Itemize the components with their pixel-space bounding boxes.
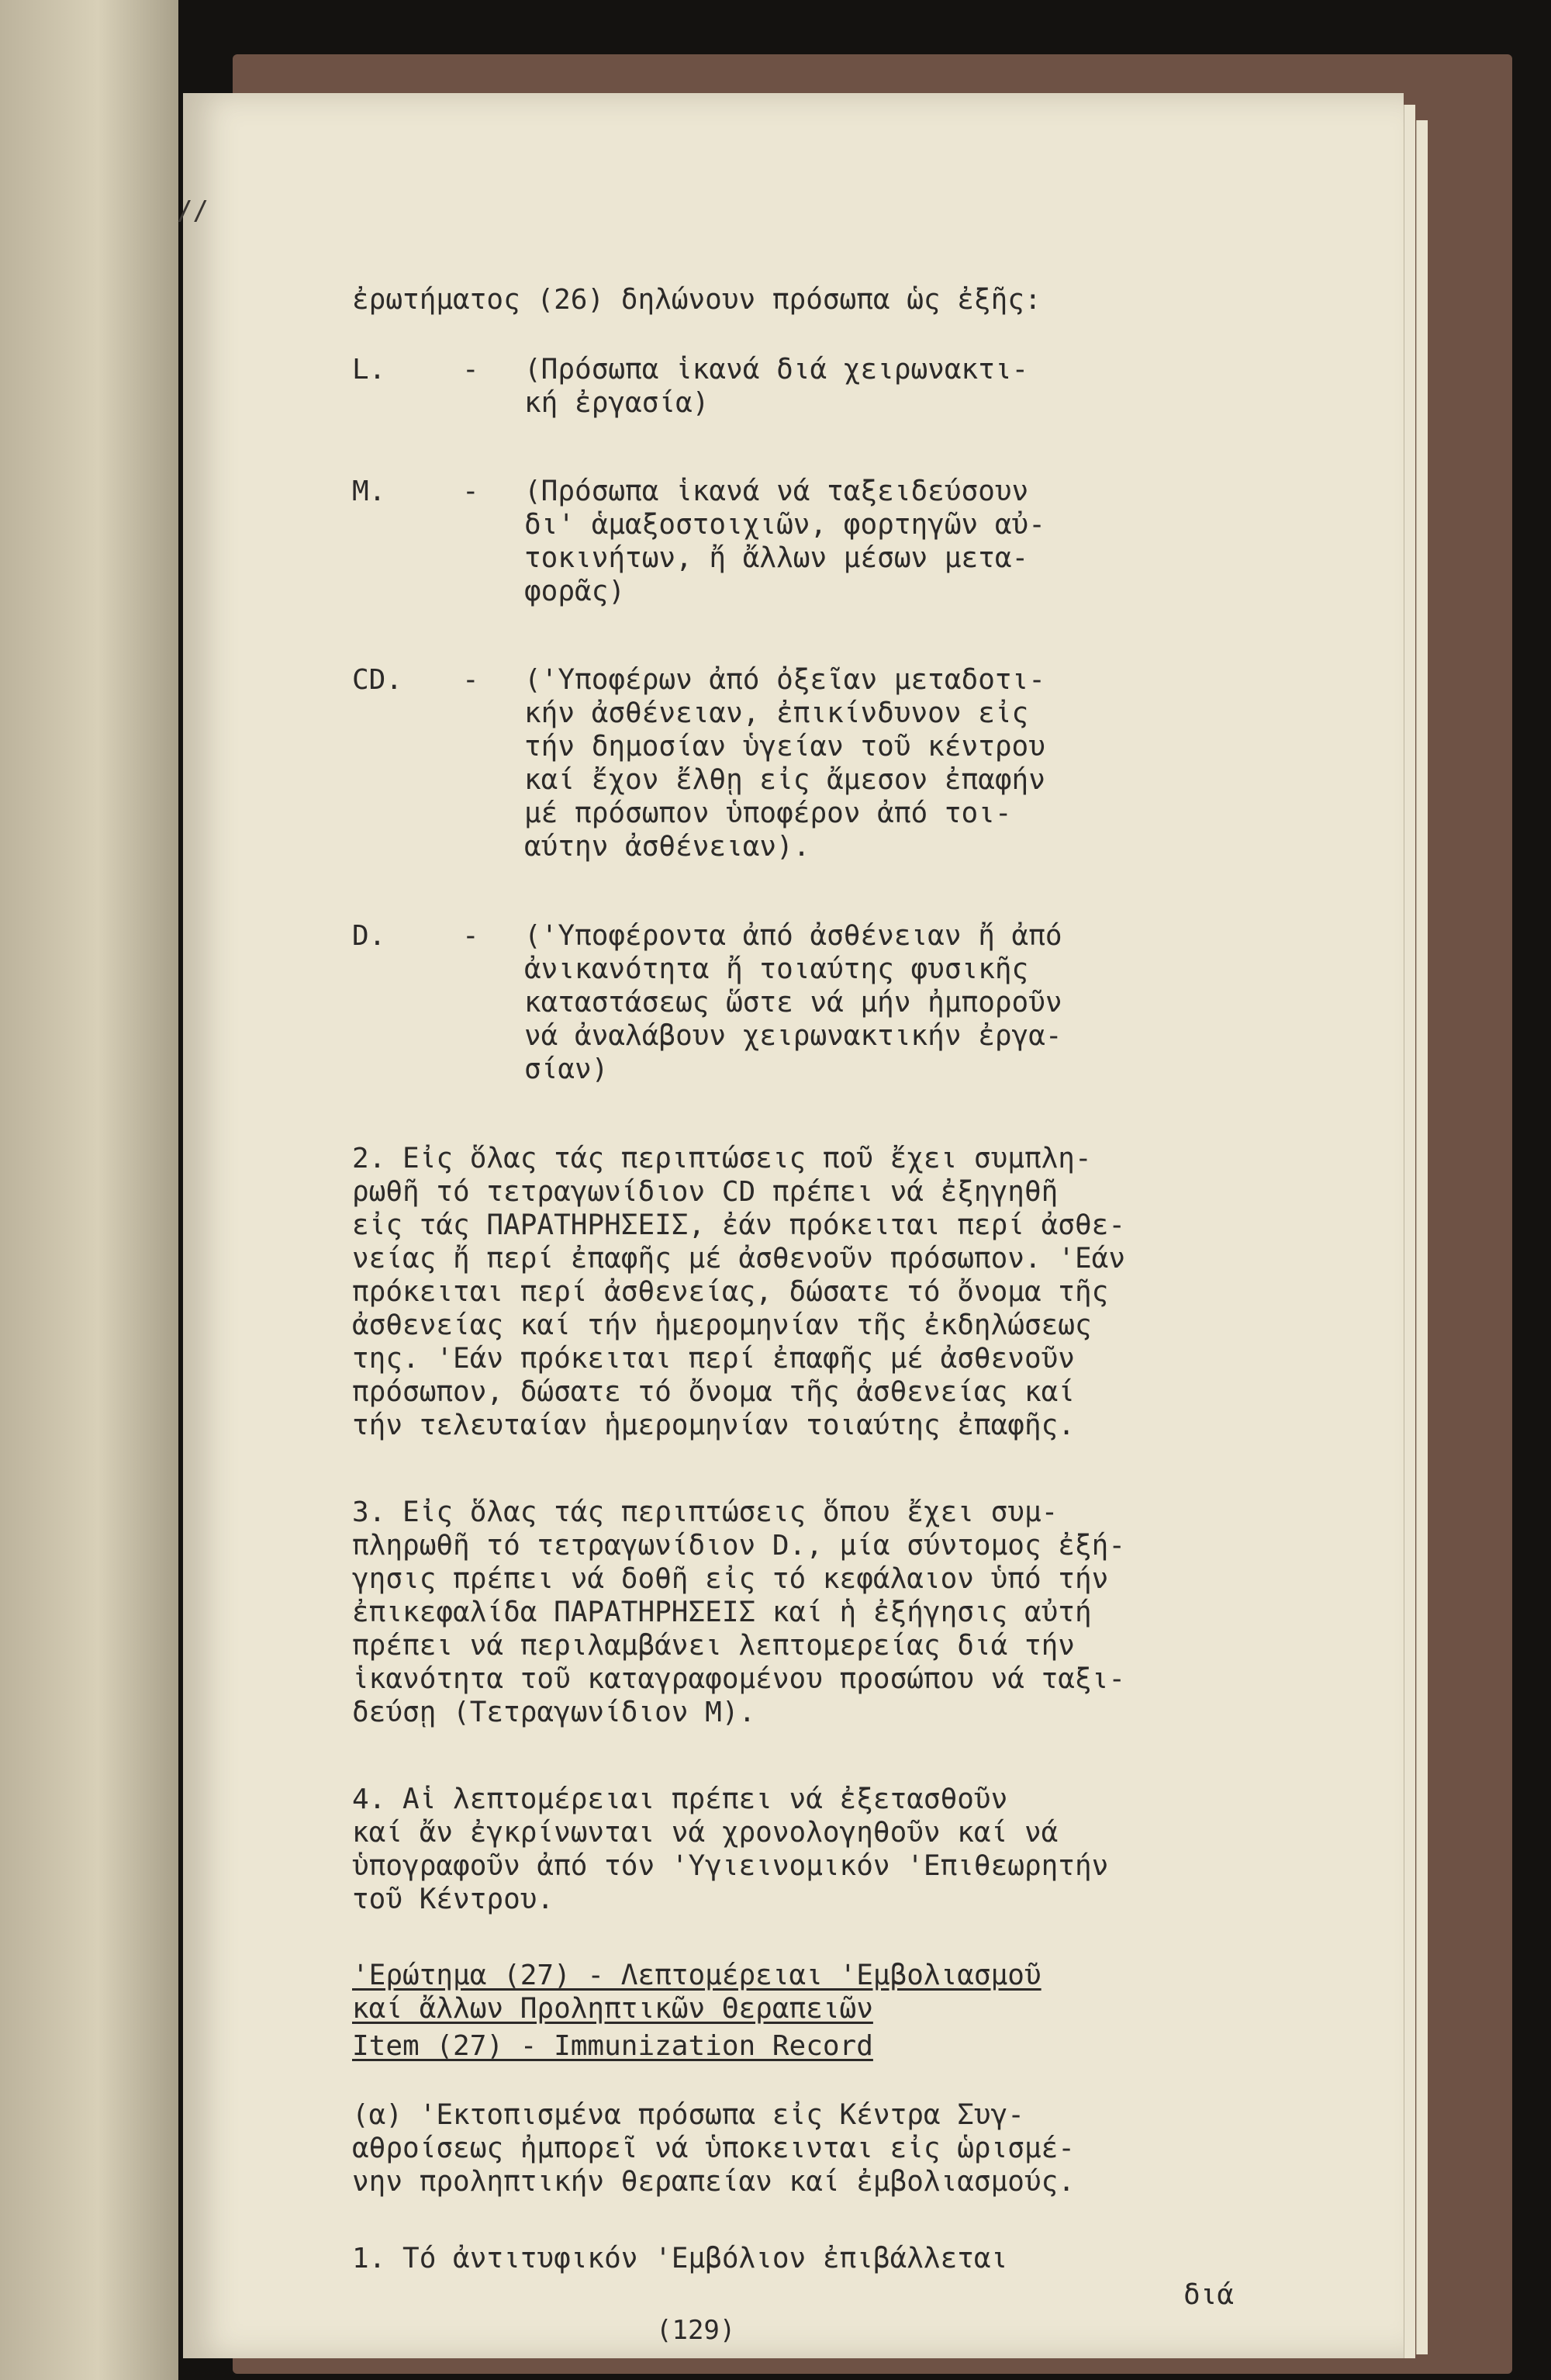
paragraph-3-line: ἱκανότητα τοῦ καταγραφομένου προσώπου νά ταξι-: [352, 1663, 1125, 1695]
code-M-text: δι' ἁμαξοστοιχιῶν, φορτηγῶν αὐ-: [524, 509, 1045, 541]
code-label-L: L.: [352, 354, 386, 386]
paragraph-2-line: πρόσωπον, δώσατε τό ὄνομα τῆς ἀσθενείας καί: [352, 1376, 1075, 1408]
paragraph-4-line: ὑπογραφοῦν ἀπό τόν 'Υγιεινομικόν 'Επιθεωρητήν: [352, 1850, 1109, 1882]
page-stack-edge: [1416, 120, 1428, 2354]
code-CD-text: ('Υποφέρων ἀπό ὀξεῖαν μεταδοτι-: [524, 664, 1045, 696]
code-label-CD: CD.: [352, 664, 403, 696]
margin-mark: //: [177, 195, 209, 227]
code-dash: -: [462, 920, 479, 952]
code-M-text: φορᾶς): [524, 576, 626, 607]
code-dash: -: [462, 476, 479, 507]
code-D-text: νά ἀναλάβουν χειρωνακτικήν ἐργα-: [524, 1020, 1062, 1052]
paragraph-2-line: ρωθῆ τό τετραγωνίδιον CD πρέπει νά ἐξηγηθῆ: [352, 1176, 1059, 1208]
code-label-D: D.: [352, 920, 386, 952]
code-CD-text: κήν ἀσθένειαν, ἐπικίνδυνον εἰς: [524, 697, 1029, 729]
code-M-text: τοκινήτων, ἤ ἄλλων μέσων μετα-: [524, 542, 1029, 574]
code-dash: -: [462, 354, 479, 386]
paragraph-3-line: ἐπικεφαλίδα ΠΑΡΑΤΗΡΗΣΕΙΣ καί ἡ ἐξήγησις αὐτή: [352, 1596, 1092, 1628]
code-D-text: ἀνικανότητα ἤ τοιαύτης φυσικῆς: [524, 953, 1029, 985]
code-CD-text: μέ πρόσωπον ὑποφέρον ἀπό τοι-: [524, 797, 1012, 829]
code-CD-text: καί ἔχον ἔλθῃ εἰς ἄμεσον ἐπαφήν: [524, 764, 1045, 796]
paragraph-a-line: (α) 'Εκτοπισμένα πρόσωπα εἰς Κέντρα Συγ-: [352, 2099, 1024, 2131]
paragraph-4-line: τοῦ Κέντρου.: [352, 1884, 554, 1915]
paragraph-a-line: νην προληπτικήν θεραπείαν καί ἐμβολιασμούς.: [352, 2166, 1075, 2198]
item-27-heading-greek: 'Ερώτημα (27) - Λεπτομέρειαι 'Εμβολιασμοῦ: [352, 1960, 1041, 1991]
paragraph-1-line: 1. Τό ἀντιτυφικόν 'Εμβόλιον ἐπιβάλλεται: [352, 2243, 1008, 2274]
code-L-text: (Πρόσωπα ἱκανά διά χειρωνακτι-: [524, 354, 1029, 386]
code-D-text: σίαν): [524, 1053, 609, 1085]
code-CD-text: τήν δημοσίαν ὑγείαν τοῦ κέντρου: [524, 731, 1045, 763]
paragraph-3-line: γησις πρέπει νά δοθῆ εἰς τό κεφάλαιον ὑπό τήν: [352, 1563, 1109, 1595]
item-27-heading-greek: καί ἄλλων Προληπτικῶν Θεραπειῶν: [352, 1993, 873, 2025]
paragraph-a-line: αθροίσεως ἠμπορεῖ νά ὑποκεινται εἰς ὡρισμέ-: [352, 2133, 1075, 2164]
paragraph-2-line: πρόκειται περί ἀσθενείας, δώσατε τό ὄνομα τῆς: [352, 1276, 1109, 1308]
paragraph-4-line: 4. Αἱ λεπτομέρειαι πρέπει νά ἐξετασθοῦν: [352, 1783, 1008, 1815]
code-CD-text: αύτην ἀσθένειαν).: [524, 831, 810, 863]
paragraph-2-line: της. 'Εάν πρόκειται περί ἐπαφῆς μέ ἀσθενοῦν: [352, 1343, 1075, 1375]
continuation-word: διά: [1183, 2279, 1235, 2311]
intro-line: ἐρωτήματος (26) δηλώνουν πρόσωπα ὡς ἐξῆς:: [352, 284, 1041, 316]
item-27-heading-english: Item (27) - Immunization Record: [352, 2030, 873, 2062]
paragraph-3-line: δεύσῃ (Τετραγωνίδιον M).: [352, 1697, 756, 1728]
paragraph-3-line: πληρωθῆ τό τετραγωνίδιον D., μία σύντομος ἐξή-: [352, 1530, 1125, 1562]
paragraph-2-line: τήν τελευταίαν ἡμερομηνίαν τοιαύτης ἐπαφῆς.: [352, 1410, 1075, 1441]
code-M-text: (Πρόσωπα ἱκανά νά ταξειδεύσουν: [524, 476, 1029, 507]
paragraph-2-line: εἰς τάς ΠΑΡΑΤΗΡΗΣΕΙΣ, ἐάν πρόκειται περί ἀσθε-: [352, 1209, 1125, 1241]
book-page: [177, 93, 1404, 2358]
paragraph-3-line: 3. Εἰς ὅλας τάς περιπτώσεις ὅπου ἔχει συμ-: [352, 1496, 1059, 1528]
code-label-M: M.: [352, 476, 386, 507]
page-stack-edge: [1404, 105, 1415, 2358]
page-number: (129): [656, 2315, 736, 2346]
paragraph-3-line: πρέπει νά περιλαμβάνει λεπτομερείας διά τήν: [352, 1630, 1075, 1662]
code-L-text: κή ἐργασία): [524, 387, 710, 419]
code-dash: -: [462, 664, 479, 696]
paragraph-2-line: ἀσθενείας καί τήν ἡμερομηνίαν τῆς ἐκδηλώσεως: [352, 1309, 1092, 1341]
paragraph-2-line: 2. Εἰς ὅλας τάς περιπτώσεις ποῦ ἔχει συμπλη-: [352, 1143, 1092, 1174]
paragraph-2-line: νείας ἤ περί ἐπαφῆς μέ ἀσθενοῦν πρόσωπον. 'Εάν: [352, 1243, 1125, 1275]
facing-page-edge: [0, 0, 178, 2380]
code-D-text: ('Υποφέροντα ἀπό ἀσθένειαν ἤ ἀπό: [524, 920, 1062, 952]
code-D-text: καταστάσεως ὥστε νά μήν ἠμποροῦν: [524, 987, 1062, 1019]
paragraph-4-line: καί ἄν ἐγκρίνωνται νά χρονολογηθοῦν καί νά: [352, 1817, 1059, 1849]
